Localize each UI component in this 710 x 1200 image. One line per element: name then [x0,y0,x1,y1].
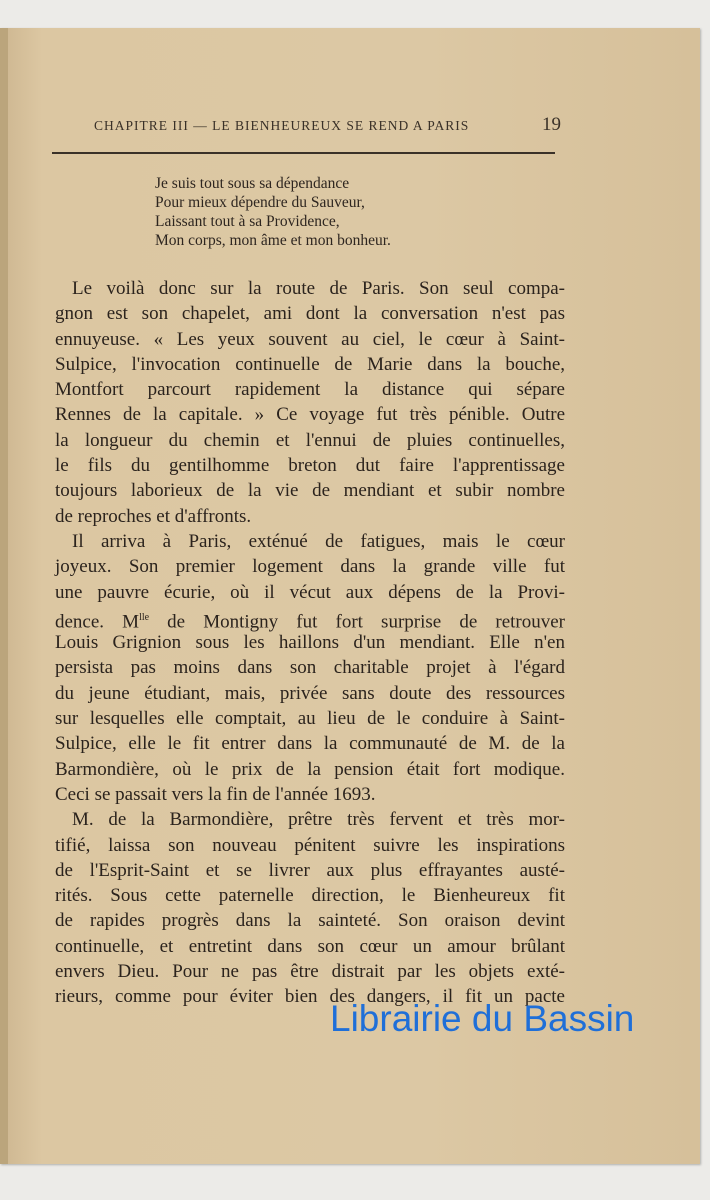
text-line: continuelle, et entretint dans son cœur un amour brûlant [55,935,565,957]
text-line: Il arriva à Paris, exténué de fatigues, mais le cœur [72,530,565,552]
text-line: de l'Esprit-Saint et se livrer aux plus effrayantes austé- [55,859,565,881]
text-line: Barmondière, où le prix de la pension était fort modique. [55,758,565,780]
page-number: 19 [542,114,561,135]
header-rule [52,152,555,154]
verse-line: Je suis tout sous sa dépendance [155,175,350,192]
text-line: Louis Grignion sous les haillons d'un mendiant. Elle n'en [55,632,565,654]
paragraph [55,276,565,529]
text-line: dence. $M^{lle}$ de Montigny fut fort surprise de retrouver [55,611,565,633]
text-line: Sulpice, elle le fit entrer dans la communauté de M. de la [55,733,565,755]
text-line: toujours laborieux de la vie de mendiant et subir nombre [55,480,565,502]
text-line: ennuyeuse. « Les yeux souvent au ciel, le cœur à Saint- [55,328,565,350]
text-line: de reproches et d'affronts. [55,505,252,527]
page-edge [0,28,8,1164]
text-line: Sulpice, l'invocation continuelle de Marie dans la bouche, [55,353,565,375]
text-line: Montfort parcourt rapidement la distance qui sépare [55,379,565,401]
text-line: envers Dieu. Pour ne pas être distrait par les objets exté- [55,961,565,983]
text-line: le fils du gentilhomme breton dut faire l'apprentissage [55,455,565,477]
text-line: Le voilà donc sur la route de Paris. Son seul compa- [72,278,565,299]
watermark: Librairie du Bassin [330,998,635,1039]
text-line: une pauvre écurie, où il vécut aux dépens de la Provi- [55,581,565,603]
text-line: gnon est son chapelet, ami dont la conversation n'est pas [55,303,565,325]
text-line: de rapides progrès dans la sainteté. Son oraison devint [55,910,565,932]
text-line: M. de la Barmondière, prêtre très fervent et très mor- [72,809,565,831]
text-line: la longueur du chemin et l'ennui de pluies continuelles, [55,429,565,451]
verse-line: Pour mieux dépendre du Sauveur, [155,194,365,211]
text-line: rieurs, comme pour éviter bien des dangers, il fit un pacte [55,986,565,1008]
paragraph [55,807,565,1009]
verse-block [155,174,391,250]
verse-line: Laissant tout à sa Providence, [155,213,340,230]
verse-line: Mon corps, mon âme et mon bonheur. [155,232,391,249]
text-line: joyeux. Son premier logement dans la grande ville fut [55,556,565,578]
text-line: du jeune étudiant, mais, privée sans doute des ressources [55,682,565,704]
text-line: Rennes de la capitale. » Ce voyage fut très pénible. Outre [55,404,565,426]
running-header: CHAPITRE III — LE BIENHEUREUX SE REND A PARIS [94,118,470,133]
paragraph [55,529,565,807]
text-line: sur lesquelles elle comptait, au lieu de le conduire à Saint- [55,708,565,730]
text-line: tifié, laissa son nouveau pénitent suivre les inspirations [55,834,565,856]
text-line: Ceci se passait vers la fin de l'année 1693. [55,783,376,805]
body-text [55,276,565,1010]
text-line: persista pas moins dans son charitable projet à l'égard [55,657,565,679]
text-line: rités. Sous cette paternelle direction, le Bienheureux fit [55,885,565,907]
